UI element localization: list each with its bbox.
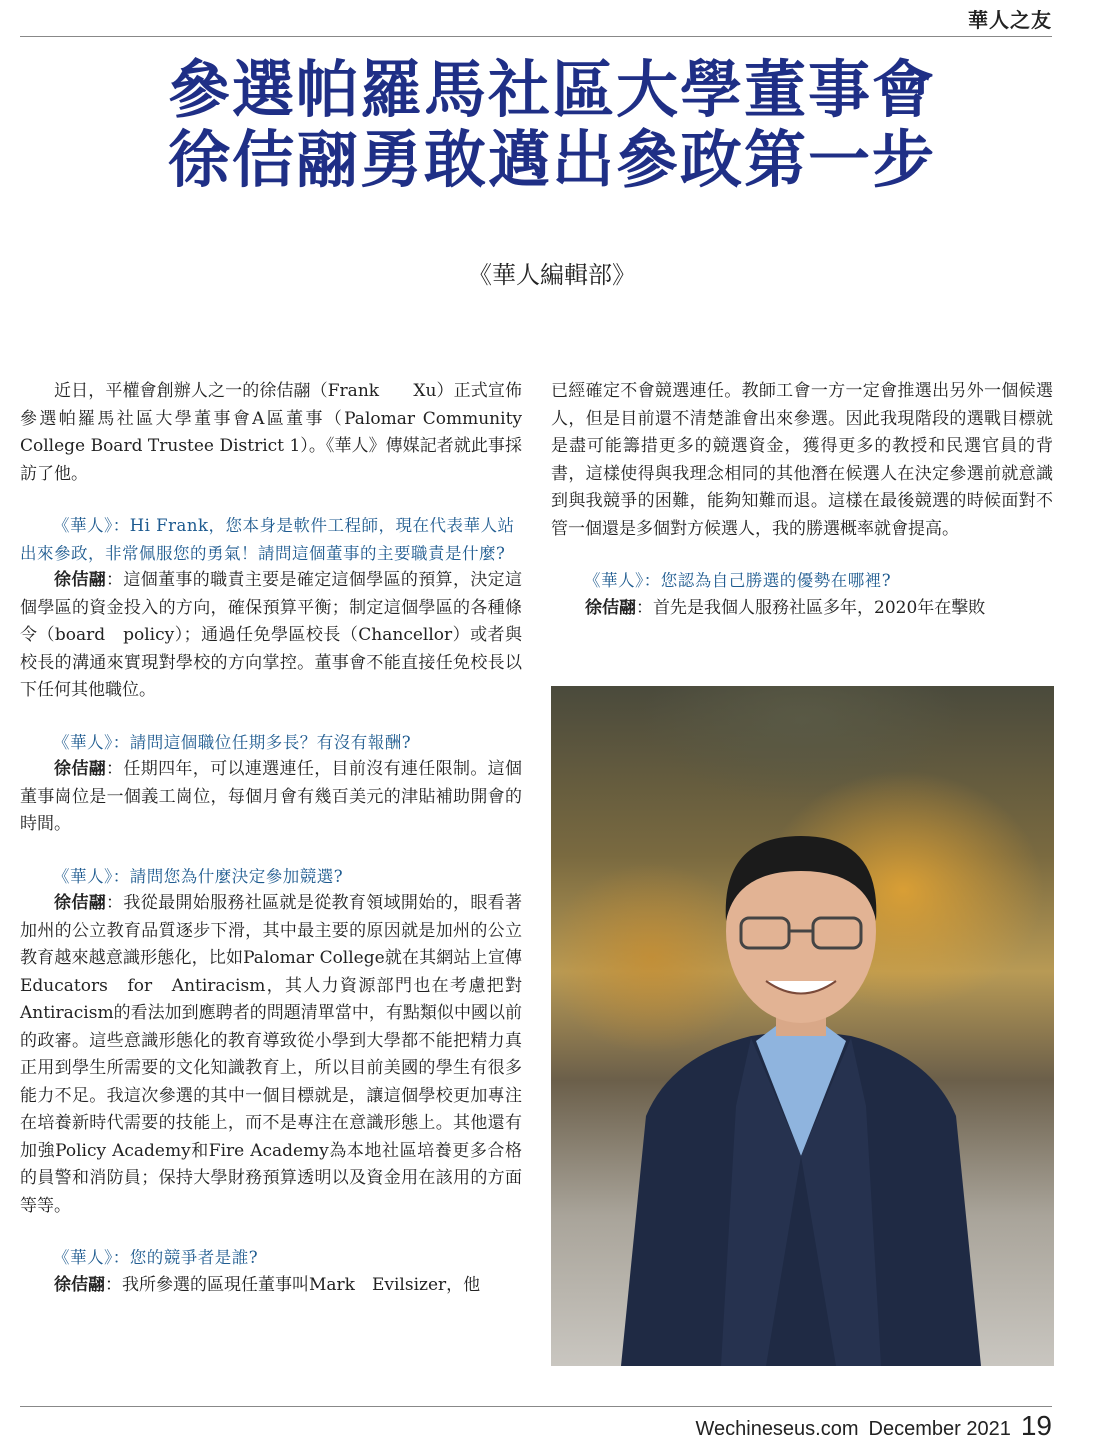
answer-text: ：任期四年，可以連選連任，目前沒有連任限制。這個董事崗位是一個義工崗位，每個月會有幾百美元的津貼補助開會的時間。 <box>20 759 523 834</box>
page-number: 19 <box>1020 1410 1052 1441</box>
speaker-name: 徐佶翮 <box>585 597 636 618</box>
answer-text: ：我從最開始服務社區就是從教育領域開始的，眼看著加州的公立教育品質逐步下滑，其中最主要的原因就是加州的公立教育越來越意識形態化，比如Palomar College就在其網站上宣傳Educators for Antiracism，其人力資源部門也在考慮把對Antiracism的看法加到應聘者的問題清單當中，有點類似中國以前的政審。這些意識形態化的教育導致從小學到大學都不能把精力真正用到學生所需要的文化知識教育上，所以目前美國的學生有很多能力不足。我這次參選的其中一個目標就是，讓這個學校更加專注在培養新時代需要的技能上，而不是專注在意識形態上。其他還有加強Policy Academy和Fire Academy為本地社區培養更多合格的員警和消防員；保持大學財務預算透明以及資金用在該用的方面等等。 <box>20 893 523 1216</box>
question: 《華人》：您的競爭者是誰? <box>53 1248 259 1267</box>
question: 《華人》：請問這個職位任期多長？有沒有報酬? <box>53 732 412 752</box>
answer-text: ：這個董事的職責主要是確定這個學區的預算，決定這個學區的資金投入的方向，確保預算平衡；制定這個學區的各種條令（board policy）；通過任免學區校長（Chancellor）或者與校長的溝通來實現對學校的方向掌控。董事會不能直接任免校長以下任何其他職位。 <box>20 570 523 700</box>
footer-divider <box>20 1406 1052 1407</box>
left-column <box>20 378 522 1299</box>
portrait-illustration <box>551 686 1054 1366</box>
answer <box>551 595 1053 623</box>
speaker-name: 徐佶翮 <box>54 759 107 779</box>
answer-text: ：首先是我個人服務社區多年，2020年在擊敗 <box>636 597 986 618</box>
header-divider <box>20 36 1052 37</box>
question: 《華人》：您認為自己勝選的優勢在哪裡? <box>584 571 892 590</box>
answer <box>20 756 522 839</box>
section-header: 華人之友 <box>968 8 1052 32</box>
title-line-1: 參選帕羅馬社區大學董事會 <box>167 53 936 126</box>
question: 《華人》：Hi Frank，您本身是軟件工程師，現在代表華人站出來參政，非常佩服您的勇氣！請問這個董事的主要職責是什麼? <box>20 516 515 563</box>
question: 《華人》：請問您為什麼決定參加競選? <box>53 866 344 886</box>
answer <box>20 1272 522 1300</box>
intro-paragraph: 近日，平權會創辦人之一的徐佶翮（Frank Xu）正式宣佈參選帕羅馬社區大學董事會A區董事（Palomar Community College Board Trustee District 1）。《華人》傳媒記者就此事採訪了他。 <box>20 381 522 484</box>
answer <box>20 890 522 1220</box>
speaker-name: 徐佶翮 <box>54 570 107 590</box>
speaker-name: 徐佶翮 <box>54 893 107 913</box>
answer-text: ：我所參選的區現任董事叫Mark Evilsizer，他 <box>105 1274 481 1295</box>
answer <box>20 567 522 705</box>
byline: 《華人編輯部》 <box>468 261 636 289</box>
article-title <box>0 55 1104 195</box>
speaker-name: 徐佶翮 <box>54 1274 105 1295</box>
title-line-2: 徐佶翮勇敢邁出參政第一步 <box>167 123 936 196</box>
continuation-paragraph: 已經確定不會競選連任。教師工會一方一定會推選出另外一個候選人，但是目前還不清楚誰會出來參選。因此我現階段的選戰目標就是盡可能籌措更多的競選資金，獲得更多的教授和民選官員的背書，這樣使得與我理念相同的其他潛在候選人在決定參選前就意識到與我競爭的困難，能夠知難而退。這樣在最後競選的時候面對不管一個還是多個對方候選人，我的勝選概率就會提高。 <box>551 381 1053 539</box>
right-column <box>551 378 1053 622</box>
footer-date: December 2021 <box>868 1418 1011 1440</box>
page-footer <box>695 1410 1052 1442</box>
footer-site: Wechineseus.com <box>695 1418 859 1440</box>
portrait-photo <box>551 686 1054 1366</box>
